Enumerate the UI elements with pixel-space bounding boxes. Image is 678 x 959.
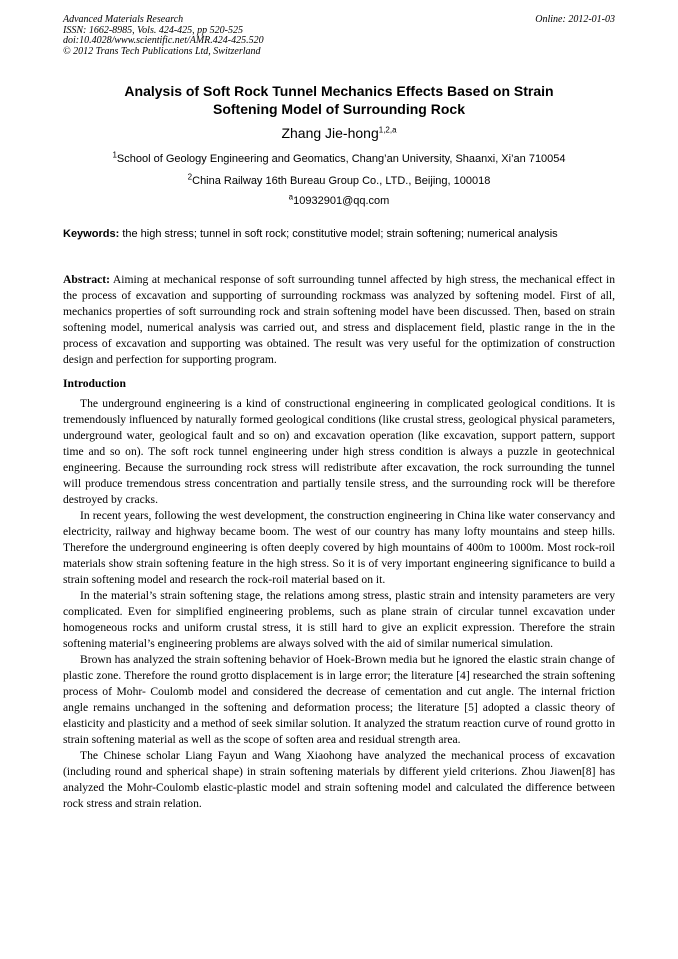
title-line-1: Analysis of Soft Rock Tunnel Mechanics Effects Based on Strain [124, 83, 554, 99]
author-line [63, 124, 615, 142]
affiliation-1 [63, 152, 615, 166]
email-sup: a [288, 192, 294, 202]
author-email [63, 194, 615, 208]
intro-paragraph: The Chinese scholar Liang Fayun and Wang Xiaohong have analyzed the mechanical process of excavation (including round and spherical shape) in strain softening materials by different yield criterions. Zhou Jiawen[8] has analyzed the Mohr-Coulomb elastic-plastic model and strain softening model and calculated the difference between rock stress and strain relation. [63, 749, 615, 810]
intro-paragraph: The underground engineering is a kind of constructional engineering in complicated geological conditions. It is tremendously influenced by naturally formed geological conditions (like crustal stress, geological physical parameters, underground water, geological fault and so on) and excavation operation (like excavation, support pattern, support time and so on). The soft rock tunnel engineering under high stress condition is always a puzzle in geotechnical engineering. Because the surrounding rock stress will redistribute after excavation, the rock surrounding the tunnel will produce tremendous stress concentration and partially tensile stress, and the surrounding rock will be therefore destroyed by cracks. [63, 397, 615, 506]
affiliation-1-text: School of Geology Engineering and Geomatics, Chang’an University, Shaanxi, Xi’an 710054 [116, 153, 566, 165]
keywords [63, 227, 615, 242]
abstract [63, 272, 615, 368]
affiliation-2-sup: 2 [187, 172, 193, 182]
copyright-line: © 2012 Trans Tech Publications Ltd, Switzerland [63, 45, 261, 57]
author-name: Zhang Jie-hong [281, 125, 379, 141]
affiliation-1-sup: 1 [112, 150, 117, 160]
issn-line: ISSN: 1662-8985, Vols. 424-425, pp 520-525 [63, 24, 243, 36]
title-line-2: Softening Model of Surrounding Rock [213, 101, 465, 117]
intro-paragraph: Brown has analyzed the strain softening behavior of Hoek-Brown media but he ignored the elastic strain change of plastic zone. Therefore the round grotto displacement is in large error; the literature [4] researched the strain softening process of Mohr- Coulomb model and considered the decrease of cementation and cut angle. The internal friction angle remains unchanged in the softening and deformation process; the literature [5] adopted a classic theory of elasticity and plasticity and a method of seek similar solution. It analyzed the stratum reaction curve of round grotto in strain softening material as well as the scope of soften area and residual strength area. [63, 653, 615, 746]
section-heading-introduction: Introduction [63, 377, 126, 390]
affiliation-2 [63, 174, 615, 188]
paper-body [63, 272, 615, 812]
email-text: 10932901@qq.com [293, 195, 390, 207]
intro-paragraph: In the material’s strain softening stage, the relations among stress, plastic strain and intensity parameters are very complicated. Even for simplified engineering problems, such as plane strain of circular tunnel excavation under homogeneous rocks and uniform crustal stress, it is still hard to give an explicit expression. Therefore the strain softening material’s engineering problems are always solved with the aid of similar numerical simulation. [63, 589, 615, 650]
affiliation-2-text: China Railway 16th Bureau Group Co., LTD., Beijing, 100018 [192, 175, 491, 187]
doi-line: doi:10.4028/www.scientific.net/AMR.424-425.520 [63, 35, 264, 46]
intro-paragraph: In recent years, following the west development, the construction engineering in China like water conservancy and electricity, railway and highway became boom. The west of our country has many lofty mountains and steep hills. Therefore the underground engineering is often deeply covered by high mountains of 400m to 1000m. Most rock-roil materials show strain softening feature in the high stress. So it is of very important engineering significance to build a strain softening model and research the rock-roil material based on it. [63, 509, 615, 586]
author-sup: 1,2,a [378, 125, 397, 135]
abstract-label: Abstract: [63, 273, 111, 286]
keywords-label: Keywords: [63, 228, 120, 240]
keywords-text: the high stress; tunnel in soft rock; constitutive model; strain softening; numerical analysis [122, 228, 558, 240]
journal-header [63, 15, 615, 57]
journal-name: Advanced Materials Research [63, 14, 184, 25]
paper-title [63, 82, 615, 118]
online-date: Online: 2012-01-03 [535, 14, 615, 25]
abstract-text: Aiming at mechanical response of soft surrounding tunnel affected by high stress, the mechanical effect in the process of excavation and supporting of surrounding rockmass was analyzed by softening model. First of all, mechanics properties of soft surrounding rock and strain softening model have been discussed. Then, based on strain softening model, numerical analysis was carried out, and stress and displacement field, plastic range in the in the process of excavation and supporting was obtained. The result was very useful for the optimization of construction design and perfection for supporting program. [63, 273, 616, 366]
